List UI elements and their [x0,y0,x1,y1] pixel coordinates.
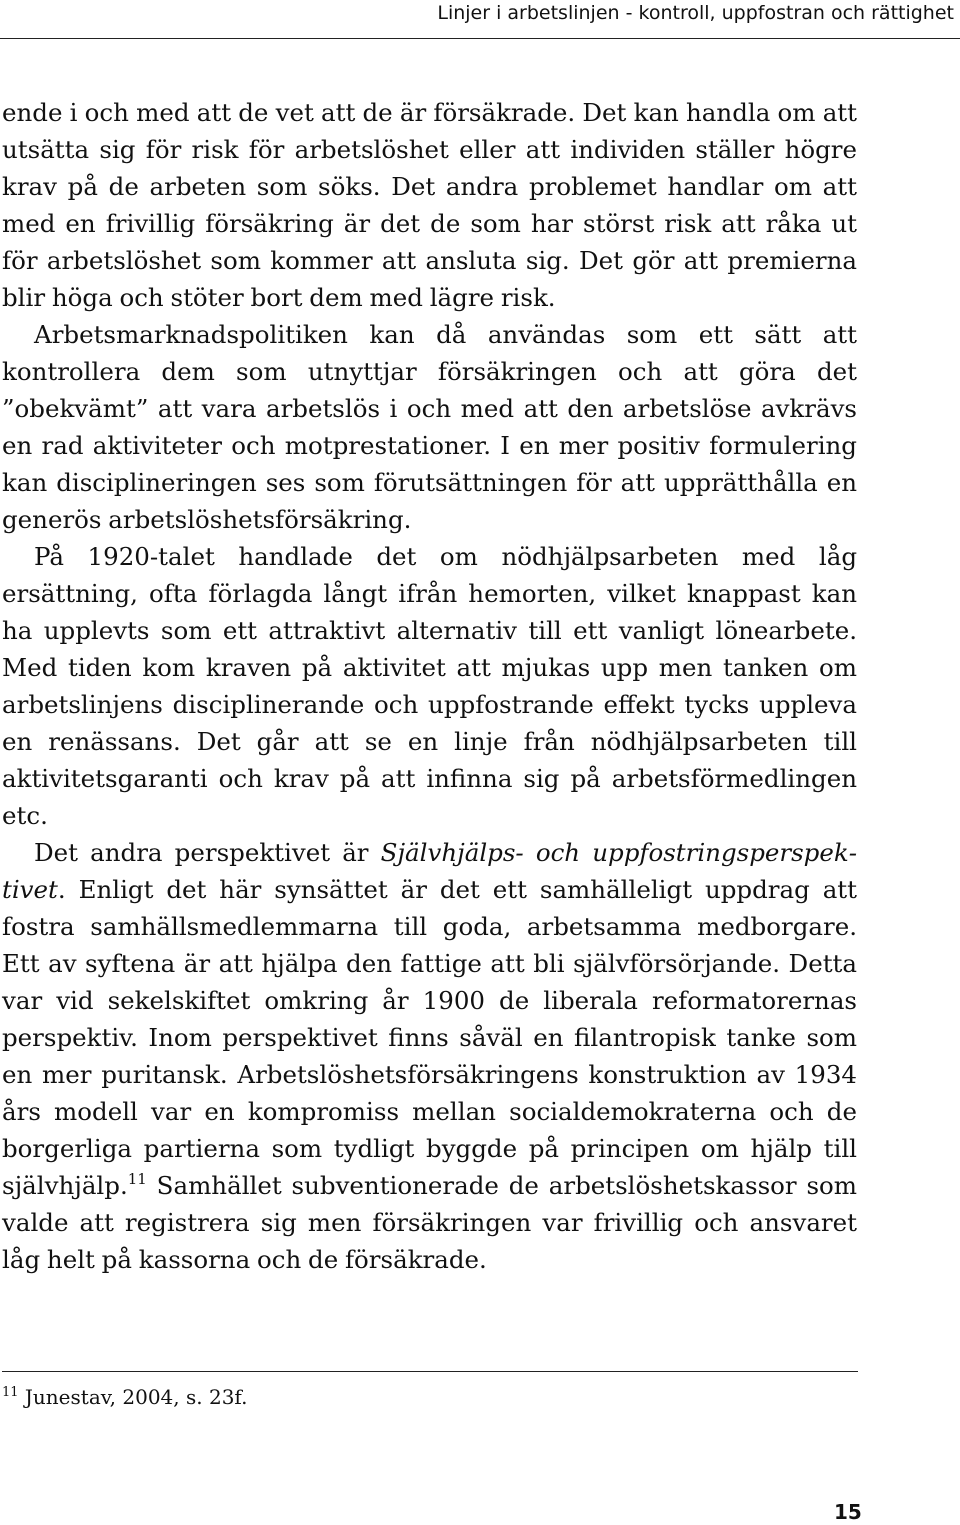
running-header: Linjer i arbetslinjen - kontroll, uppfostran och rättighet [437,2,954,24]
body-text [2,94,857,1278]
footnote-rule [2,1371,858,1372]
paragraph-4-intro: Det andra perspektivet är [34,838,381,867]
paragraph-4-main: . Enligt det här synsättet är det ett samhälleligt uppdrag att fostra samhällsmedlemmarna till goda, arbetsamma medborgare. Ett av syftena är att hjälpa den fattige att bli självförsörjande. Detta var vid sekelskiftet omkring år 1900 de liberala reformatorernas perspektiv. Inom perspektivet finns såväl en filantropisk tanke som en mer puritansk. Arbetslöshetsförsäkringens konstruktion av 1934 års modell var en kompromiss mellan socialdemokraterna och de borgerliga partierna som tydligt byggde på principen om hjälp till självhjälp. [2,875,857,1200]
paragraph-4-end: Samhället subventionerade de arbetslöshetskassor som valde att registrera sig men försäkringen var frivillig och ansvaret låg helt på kassorna och de försäkrade. [2,1171,857,1274]
paragraph-1: ende i och med att de vet att de är försäkrade. Det kan handla om att utsätta sig för risk för arbetslöshet eller att individen ställer högre krav på de arbeten som söks. Det andra problemet handlar om att med en frivillig försäkring är det de som har störst risk att råka ut för arbetslöshet som kommer att ansluta sig. Det gör att premierna blir höga och stöter bort dem med lägre risk. [2,98,857,312]
page-number: 15 [834,1500,862,1524]
header-rule [0,38,960,39]
footnote-reference[interactable]: 11 [127,1170,147,1188]
paragraph-3: På 1920-talet handlade det om nödhjälpsarbeten med låg ersättning, ofta förlagda långt ifrån hemorten, vilket knappast kan ha upplevts som ett attraktivt alternativ till ett vanligt lönearbete. Med tiden kom kraven på aktivitet att mjukas upp men tanken om arbetslinjens disciplinerande och uppfostrande effekt tycks uppleva en renässans. Det går att se en linje från nödhjälpsarbeten till aktivitetsgaranti och krav på att infinna sig på arbetsförmedlingen etc. [2,542,857,830]
footnote-number: 11 [2,1385,19,1400]
paragraph-2: Arbetsmarknadspolitiken kan då användas som ett sätt att kontrollera dem som utnyttjar försäkringen och att göra det ”obekvämt” att vara arbetslös i och med att den arbetslöse avkrävs en rad aktiviteter och motprestationer. I en mer positiv formulering kan disciplineringen ses som förutsättningen för att upprätthålla en generös arbetslöshetsförsäkring. [2,320,857,534]
perspective-term: Självhjälps- och uppfostringsperspektivet [2,838,857,904]
footnote [2,1384,247,1410]
paragraph-4 [2,834,857,1278]
footnote-text: Junestav, 2004, s. 23f. [18,1385,248,1409]
